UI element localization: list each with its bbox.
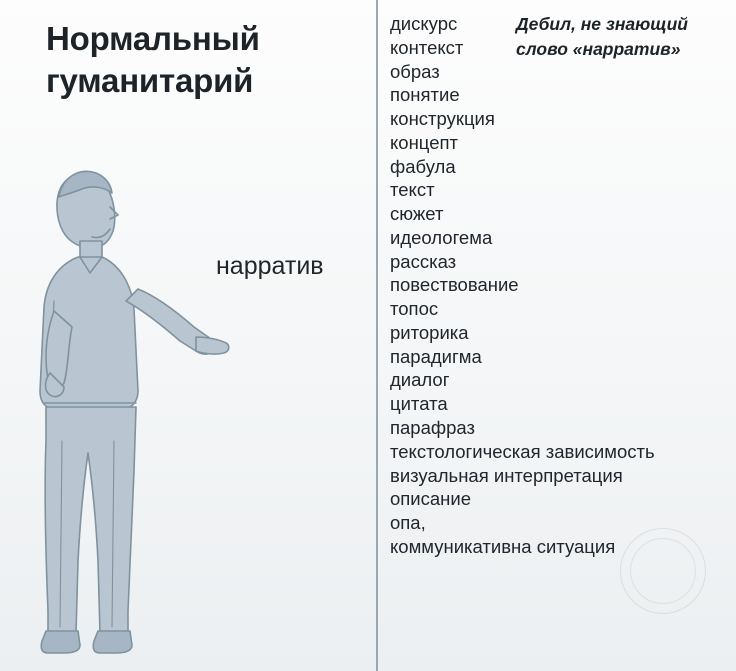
terms-list xyxy=(390,12,655,559)
list-item: текстологическая зависимость xyxy=(390,440,655,462)
list-item: парадигма xyxy=(390,345,482,367)
list-item: опа, xyxy=(390,512,426,534)
list-item: визуальная интерпретация xyxy=(390,464,623,486)
list-item: описание xyxy=(390,488,472,510)
list-item: диалог xyxy=(390,369,450,391)
left-title: Нормальный гуманитарий xyxy=(46,20,260,100)
list-item: повествование xyxy=(390,274,519,296)
list-item: образ xyxy=(390,60,440,82)
left-pointing-label: нарратив xyxy=(216,252,324,280)
watermark-stamp xyxy=(620,528,706,614)
list-item: цитата xyxy=(390,393,448,415)
list-item: фабула xyxy=(390,155,456,177)
list-item: конструкция xyxy=(390,108,495,130)
man-pointing-left-figure xyxy=(18,141,248,661)
list-item: контекст xyxy=(390,36,464,58)
list-item: текст xyxy=(390,179,435,201)
list-item: понятие xyxy=(390,84,460,106)
list-item: парафраз xyxy=(390,417,475,439)
list-item: дискурс xyxy=(390,13,458,34)
list-item: риторика xyxy=(390,321,469,343)
list-item: топос xyxy=(390,298,439,320)
right-caption: Дебил, не знающий слово «нарратив» xyxy=(516,14,688,59)
list-item: концепт xyxy=(390,131,458,153)
list-item: коммуникативна ситуация xyxy=(390,535,616,557)
list-item: рассказ xyxy=(390,250,457,272)
list-item: сюжет xyxy=(390,203,444,225)
list-item: идеологема xyxy=(390,226,493,248)
